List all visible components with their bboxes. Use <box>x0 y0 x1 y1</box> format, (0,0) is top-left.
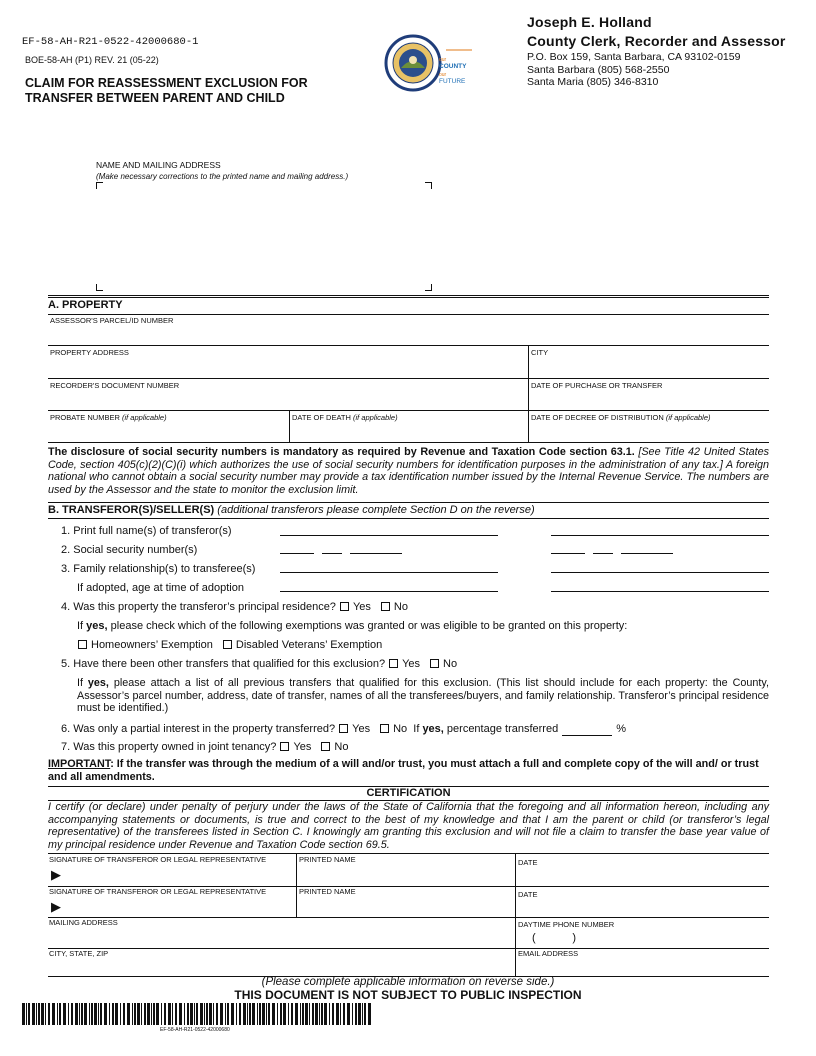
printed-name-2-field[interactable] <box>297 887 515 917</box>
homeowners-checkbox[interactable] <box>78 640 87 649</box>
corner-tr <box>425 182 432 189</box>
mailing-label: NAME AND MAILING ADDRESS <box>96 160 221 170</box>
ssn1-a[interactable] <box>280 553 314 554</box>
probate-label: PROBATE NUMBER <box>50 413 120 422</box>
q7-yes-label: Yes <box>293 741 312 753</box>
q4-yes-checkbox[interactable] <box>340 602 349 611</box>
corner-tl <box>96 182 103 189</box>
mailing-address-area[interactable] <box>100 190 420 280</box>
printed-name-1-label: PRINTED NAME <box>299 855 356 864</box>
form-title <box>25 76 308 106</box>
ssn2-a[interactable] <box>551 553 585 554</box>
form-revision: BOE-58-AH (P1) REV. 21 (05-22) <box>25 55 159 65</box>
exemption-row <box>74 639 382 651</box>
date-purchase-field[interactable] <box>528 379 769 410</box>
email-field[interactable] <box>516 949 769 976</box>
q5-no-checkbox[interactable] <box>430 659 439 668</box>
q1-label: 1. Print full name(s) of transferor(s) <box>61 525 232 537</box>
q5b-post: please attach a list of all previous transfers that qualified for this exclusion. (This list should include for each property: the County, Assessor’s parcel number, address, date of transfer, names of all the transferees/buyers, and family relationship. Transferor’s principal residence must be identified.) <box>77 677 770 714</box>
probate-row <box>48 411 769 443</box>
barcode-text: EF-58-AH-R21-0522-42000680 <box>160 1027 230 1033</box>
date-2-label: DATE <box>518 890 538 899</box>
mailing-address-label: MAILING ADDRESS <box>49 918 118 927</box>
mailing-address-field[interactable] <box>48 918 515 948</box>
seal-tag-our2: our <box>439 72 447 78</box>
q5-yes-checkbox[interactable] <box>389 659 398 668</box>
recorder-doc-label: RECORDER'S DOCUMENT NUMBER <box>50 381 180 390</box>
q6-no-label: No <box>393 723 408 735</box>
arrow-right-icon: ▶ <box>51 899 61 914</box>
clerk-info <box>527 14 786 89</box>
property-address-label: PROPERTY ADDRESS <box>50 348 129 357</box>
q5b-pre: If <box>77 677 88 689</box>
q4-no-checkbox[interactable] <box>381 602 390 611</box>
phone-field[interactable] <box>516 918 769 948</box>
address-row <box>48 346 769 379</box>
q2-label: 2. Social security number(s) <box>61 544 198 556</box>
q7-no-label: No <box>334 741 349 753</box>
death-label: DATE OF DEATH <box>292 413 351 422</box>
clerk-name: Joseph E. Holland <box>527 14 652 30</box>
q7-yes-checkbox[interactable] <box>280 742 289 751</box>
decree-note: (if applicable) <box>665 413 711 422</box>
section-b-heading <box>48 504 535 516</box>
q6-pct-field[interactable] <box>562 723 612 736</box>
q4b-bold: yes, <box>86 620 108 632</box>
q5b-bold: yes, <box>87 677 109 689</box>
q6-label: 6. Was only a partial interest in the property transferred? <box>61 723 336 735</box>
veterans-label: Disabled Veterans’ Exemption <box>235 639 383 651</box>
q3b-label: If adopted, age at time of adoption <box>77 582 244 594</box>
date-1-field[interactable] <box>516 854 769 886</box>
arrow-right-icon: ▶ <box>51 867 61 882</box>
important-text: : If the transfer was through the medium of a will and/or trust, you must attach a full and complete copy of the will and/ or trust and all amendments. <box>48 758 759 783</box>
city-label: CITY <box>531 348 549 357</box>
homeowners-label: Homeowners’ Exemption <box>91 639 213 651</box>
clerk-phone-sb: Santa Barbara (805) 568-2550 <box>527 63 670 76</box>
q6-if-bold: yes, <box>422 723 444 735</box>
date-1-label: DATE <box>518 858 538 867</box>
ssn-disclosure <box>48 446 769 496</box>
form-code: EF-58-AH-R21-0522-42000680-1 <box>22 36 199 48</box>
certification-heading: CERTIFICATION <box>366 787 451 799</box>
q3b-field-2[interactable] <box>551 591 769 592</box>
printed-name-1-field[interactable] <box>297 854 515 886</box>
phone-parens: ( ) <box>532 932 576 944</box>
date-2-field[interactable] <box>516 887 769 917</box>
seal-tag-our1: our <box>439 57 447 63</box>
q5-label: 5. Have there been other transfers that qualified for this exclusion? <box>61 658 386 670</box>
email-label: EMAIL ADDRESS <box>518 949 579 958</box>
section-a-heading: A. PROPERTY <box>48 299 123 311</box>
property-address-field[interactable] <box>48 346 528 378</box>
apn-row[interactable] <box>48 314 769 346</box>
q6-pct-label: percentage transferred <box>443 723 559 735</box>
ssn1-b[interactable] <box>322 553 342 554</box>
ssn1-c[interactable] <box>350 553 402 554</box>
q4-label: 4. Was this property the transferor’s principal residence? <box>61 601 336 613</box>
section-b-note: (additional transferors please complete Section D on the reverse) <box>217 504 535 516</box>
recorder-row <box>48 379 769 411</box>
clerk-address: P.O. Box 159, Santa Barbara, CA 93102-0159 <box>527 51 741 63</box>
clerk-office: County Clerk, Recorder and Assessor <box>527 33 786 49</box>
ssn2-b[interactable] <box>593 553 613 554</box>
date-purchase-label: DATE OF PURCHASE OR TRANSFER <box>531 381 663 390</box>
q5-row <box>61 658 457 670</box>
q4b-row <box>77 620 627 632</box>
seal-tag-county: COUNTY <box>439 63 467 70</box>
county-seal <box>384 30 474 96</box>
q4-row <box>61 601 408 613</box>
reverse-note: (Please complete applicable information on reverse side.) <box>261 976 555 988</box>
title-line-2: TRANSFER BETWEEN PARENT AND CHILD <box>25 91 285 105</box>
date-death-field[interactable] <box>289 411 528 442</box>
apn-label: ASSESSOR'S PARCEL/ID NUMBER <box>50 316 174 325</box>
city-field[interactable] <box>528 346 769 378</box>
q4b-post: please check which of the following exemptions was granted or was eligible to be granted on this property: <box>107 620 628 632</box>
q6-row <box>61 723 626 736</box>
signature-2-label: SIGNATURE OF TRANSFEROR OR LEGAL REPRESENTATIVE <box>49 887 267 896</box>
section-b-title: B. TRANSFEROR(S)/SELLER(S) <box>48 504 215 516</box>
seal-tag-future: FUTURE <box>439 78 466 85</box>
public-inspection-notice: THIS DOCUMENT IS NOT SUBJECT TO PUBLIC INSPECTION <box>234 988 582 1002</box>
q7-no-checkbox[interactable] <box>321 742 330 751</box>
q3-field-1[interactable] <box>280 572 498 573</box>
probate-field[interactable] <box>48 411 289 442</box>
decree-label: DATE OF DECREE OF DISTRIBUTION <box>531 413 664 422</box>
q4-no-label: No <box>393 601 408 613</box>
q1-field-1[interactable] <box>280 535 498 536</box>
q6-yes-label: Yes <box>352 723 371 735</box>
title-line-1: CLAIM FOR REASSESSMENT EXCLUSION FOR <box>25 76 308 90</box>
q4b-pre: If <box>77 620 87 632</box>
signature-block <box>48 853 769 976</box>
signature-2-field[interactable] <box>48 887 296 917</box>
recorder-doc-field[interactable] <box>48 379 528 410</box>
q5b-text <box>77 677 769 715</box>
q3-field-2[interactable] <box>551 572 769 573</box>
printed-name-2-label: PRINTED NAME <box>299 887 356 896</box>
clerk-phone-sm: Santa Maria (805) 346-8310 <box>527 76 659 88</box>
important-label: IMPORTANT <box>48 758 111 770</box>
signature-1-field[interactable] <box>48 854 296 886</box>
veterans-checkbox[interactable] <box>223 640 232 649</box>
death-note: (if applicable) <box>352 413 398 422</box>
date-decree-field[interactable] <box>528 411 769 442</box>
important-note <box>48 758 769 783</box>
q4-yes-label: Yes <box>352 601 371 613</box>
mailing-note: (Make necessary corrections to the printed name and mailing address.) <box>96 172 349 181</box>
phone-label: DAYTIME PHONE NUMBER <box>518 920 615 929</box>
corner-bl <box>96 284 103 291</box>
ssn-bold: The disclosure of social security numbers is mandatory as required by Revenue and Taxation Code section 63.1. <box>48 446 635 458</box>
q6-if: If <box>413 723 423 735</box>
signature-1-label: SIGNATURE OF TRANSFEROR OR LEGAL REPRESENTATIVE <box>49 855 267 864</box>
ssn-italic: [See Title 42 United States Code, section 405(c)(2)(C)(i) which authorizes the use of social security numbers for identification purposes in the administration of any tax.] A foreign national who cannot obtain a social security number may provide a tax identification number issued by the Internal Revenue Service. The numbers are used by the Assessor and the state to monitor the exclusion limit. <box>48 446 769 496</box>
q7-label: 7. Was this property owned in joint tenancy? <box>61 741 277 753</box>
q6-no-checkbox[interactable] <box>380 724 389 733</box>
q6-yes-checkbox[interactable] <box>339 724 348 733</box>
city-state-zip-label: CITY, STATE, ZIP <box>49 949 109 958</box>
q5-no-label: No <box>443 658 458 670</box>
corner-br <box>425 284 432 291</box>
barcode <box>22 1003 372 1025</box>
q7-row <box>61 741 348 753</box>
q6-pct-sign: % <box>616 723 626 735</box>
q5-yes-label: Yes <box>402 658 421 670</box>
q1-field-2[interactable] <box>551 535 769 536</box>
certification-text: I certify (or declare) under penalty of perjury under the laws of the State of California that the foregoing and all information hereon, including any accompanying statements or documents, is true and correct to the best of my knowledge and that I am the parent or child (or transferor’s legal representative) of the transferees listed in Section C. I knowingly am granting this exclusion and will not file a claim to transfer the base year value of my principal residence under Revenue and Taxation Code section 69.5. <box>48 801 769 851</box>
city-state-zip-field[interactable] <box>48 949 515 976</box>
probate-note: (if applicable) <box>121 413 167 422</box>
ssn2-c[interactable] <box>621 553 673 554</box>
q3b-field-1[interactable] <box>280 591 498 592</box>
q3-label: 3. Family relationship(s) to transferee(s) <box>61 563 256 575</box>
